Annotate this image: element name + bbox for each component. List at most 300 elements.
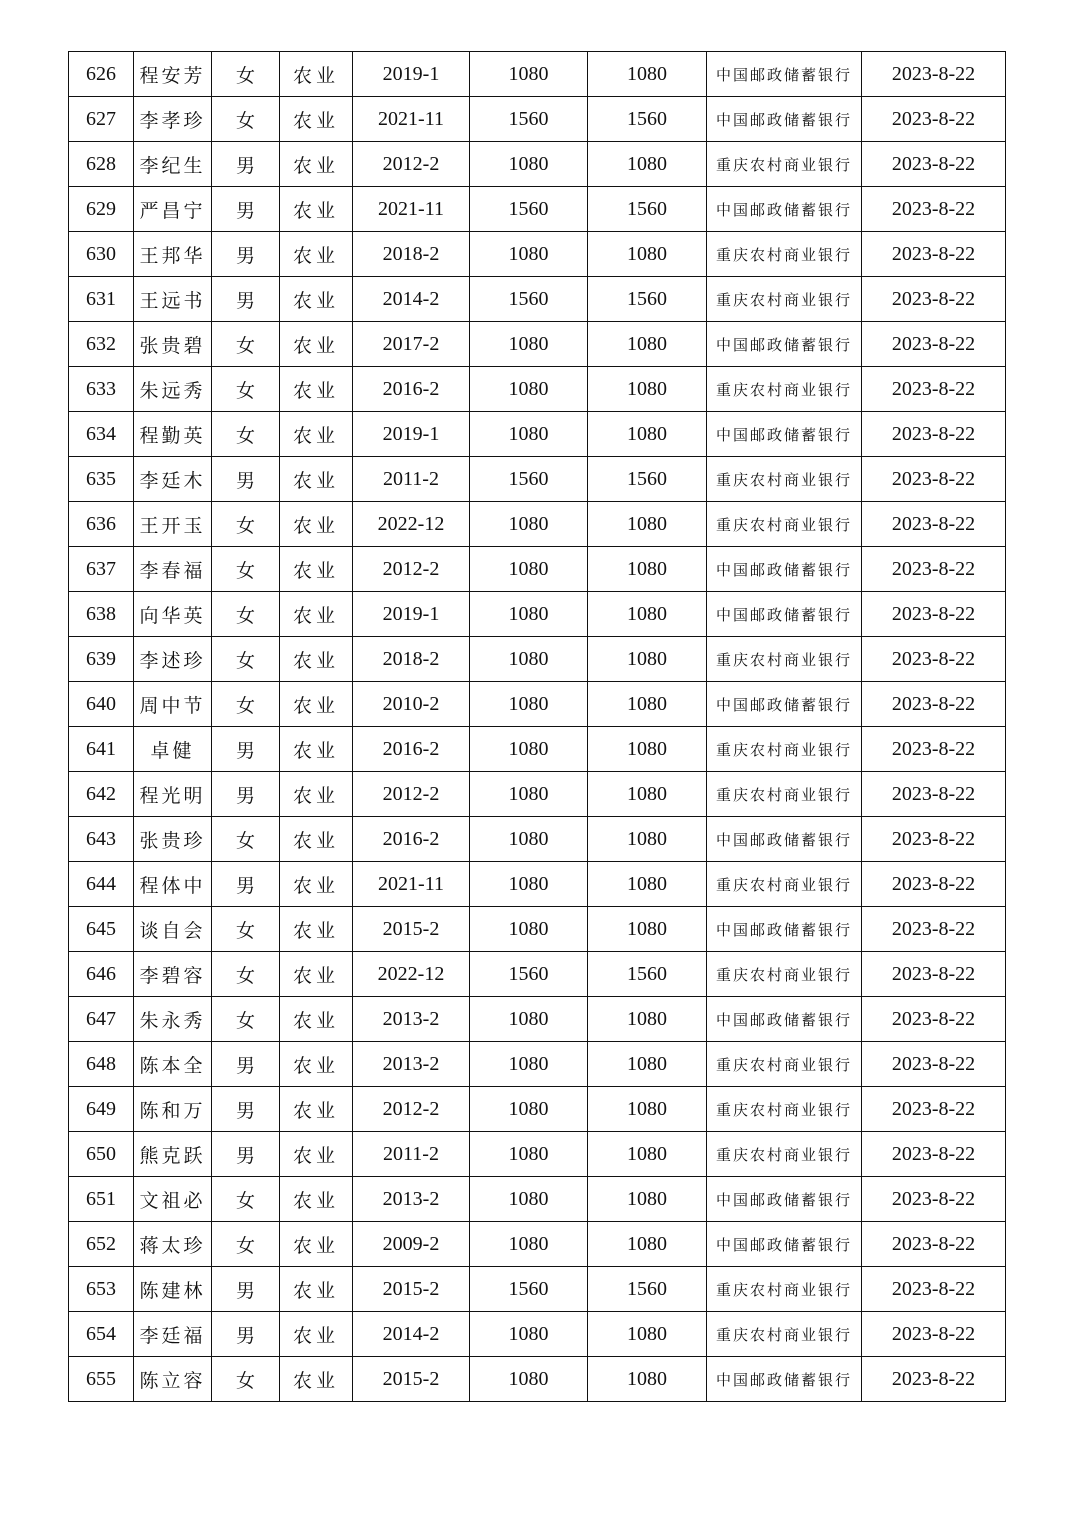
name-cell: 向华英 [134,592,212,637]
bank-cell: 重庆农村商业银行 [707,457,862,502]
amount-paid-cell: 1080 [588,862,707,907]
bank-cell: 重庆农村商业银行 [707,367,862,412]
name-cell: 陈立容 [134,1357,212,1402]
name-cell: 李孝珍 [134,97,212,142]
table-row [69,907,1006,952]
bank-cell: 重庆农村商业银行 [707,1042,862,1087]
issue-date-cell: 2023-8-22 [862,1177,1006,1222]
gender-cell: 女 [212,547,280,592]
gender-cell: 女 [212,322,280,367]
table-body [69,52,1006,1402]
row-number-cell: 651 [69,1177,134,1222]
table-row [69,412,1006,457]
bank-cell: 中国邮政储蓄银行 [707,682,862,727]
issue-date-cell: 2023-8-22 [862,592,1006,637]
issue-date-cell: 2023-8-22 [862,952,1006,997]
issue-date-cell: 2023-8-22 [862,142,1006,187]
occupation-cell: 农业 [280,547,353,592]
amount-cell: 1080 [470,412,588,457]
start-date-cell: 2016-2 [353,817,470,862]
row-number-cell: 635 [69,457,134,502]
row-number-cell: 646 [69,952,134,997]
amount-paid-cell: 1080 [588,907,707,952]
amount-paid-cell: 1560 [588,952,707,997]
issue-date-cell: 2023-8-22 [862,277,1006,322]
gender-cell: 男 [212,187,280,232]
start-date-cell: 2009-2 [353,1222,470,1267]
amount-cell: 1080 [470,907,588,952]
issue-date-cell: 2023-8-22 [862,547,1006,592]
issue-date-cell: 2023-8-22 [862,502,1006,547]
gender-cell: 女 [212,997,280,1042]
name-cell: 程安芳 [134,52,212,97]
amount-paid-cell: 1080 [588,322,707,367]
issue-date-cell: 2023-8-22 [862,817,1006,862]
amount-cell: 1080 [470,817,588,862]
amount-paid-cell: 1080 [588,1132,707,1177]
table-row [69,637,1006,682]
gender-cell: 女 [212,502,280,547]
start-date-cell: 2011-2 [353,1132,470,1177]
bank-cell: 中国邮政储蓄银行 [707,97,862,142]
gender-cell: 女 [212,367,280,412]
table-row [69,97,1006,142]
amount-paid-cell: 1080 [588,232,707,277]
table-row [69,1042,1006,1087]
start-date-cell: 2021-11 [353,862,470,907]
occupation-cell: 农业 [280,97,353,142]
occupation-cell: 农业 [280,187,353,232]
bank-cell: 重庆农村商业银行 [707,862,862,907]
gender-cell: 男 [212,232,280,277]
issue-date-cell: 2023-8-22 [862,1222,1006,1267]
gender-cell: 男 [212,1132,280,1177]
issue-date-cell: 2023-8-22 [862,52,1006,97]
amount-paid-cell: 1080 [588,592,707,637]
amount-cell: 1560 [470,1267,588,1312]
gender-cell: 女 [212,907,280,952]
row-number-cell: 628 [69,142,134,187]
start-date-cell: 2021-11 [353,187,470,232]
gender-cell: 男 [212,277,280,322]
table-row [69,277,1006,322]
start-date-cell: 2011-2 [353,457,470,502]
bank-cell: 重庆农村商业银行 [707,1267,862,1312]
issue-date-cell: 2023-8-22 [862,727,1006,772]
start-date-cell: 2016-2 [353,727,470,772]
start-date-cell: 2017-2 [353,322,470,367]
amount-cell: 1080 [470,1042,588,1087]
row-number-cell: 655 [69,1357,134,1402]
row-number-cell: 643 [69,817,134,862]
amount-cell: 1080 [470,232,588,277]
table-row [69,997,1006,1042]
table-row [69,862,1006,907]
name-cell: 熊克跃 [134,1132,212,1177]
occupation-cell: 农业 [280,592,353,637]
amount-paid-cell: 1080 [588,1087,707,1132]
amount-paid-cell: 1080 [588,142,707,187]
amount-paid-cell: 1080 [588,1357,707,1402]
row-number-cell: 652 [69,1222,134,1267]
issue-date-cell: 2023-8-22 [862,187,1006,232]
row-number-cell: 630 [69,232,134,277]
amount-cell: 1080 [470,682,588,727]
amount-cell: 1080 [470,637,588,682]
table-row [69,592,1006,637]
table-row [69,322,1006,367]
name-cell: 程体中 [134,862,212,907]
name-cell: 程光明 [134,772,212,817]
amount-cell: 1560 [470,952,588,997]
occupation-cell: 农业 [280,907,353,952]
start-date-cell: 2018-2 [353,232,470,277]
issue-date-cell: 2023-8-22 [862,1312,1006,1357]
occupation-cell: 农业 [280,232,353,277]
table-row [69,772,1006,817]
gender-cell: 男 [212,1267,280,1312]
amount-paid-cell: 1080 [588,997,707,1042]
amount-cell: 1560 [470,277,588,322]
amount-paid-cell: 1080 [588,1222,707,1267]
amount-cell: 1560 [470,97,588,142]
row-number-cell: 632 [69,322,134,367]
name-cell: 程勤英 [134,412,212,457]
amount-paid-cell: 1560 [588,277,707,322]
row-number-cell: 654 [69,1312,134,1357]
amount-cell: 1080 [470,862,588,907]
amount-cell: 1080 [470,1312,588,1357]
occupation-cell: 农业 [280,1222,353,1267]
start-date-cell: 2015-2 [353,1357,470,1402]
amount-paid-cell: 1080 [588,367,707,412]
issue-date-cell: 2023-8-22 [862,862,1006,907]
occupation-cell: 农业 [280,817,353,862]
bank-cell: 重庆农村商业银行 [707,952,862,997]
row-number-cell: 642 [69,772,134,817]
name-cell: 李纪生 [134,142,212,187]
issue-date-cell: 2023-8-22 [862,1357,1006,1402]
bank-cell: 中国邮政储蓄银行 [707,547,862,592]
bank-cell: 重庆农村商业银行 [707,637,862,682]
row-number-cell: 640 [69,682,134,727]
issue-date-cell: 2023-8-22 [862,682,1006,727]
amount-cell: 1080 [470,772,588,817]
amount-paid-cell: 1080 [588,502,707,547]
amount-cell: 1080 [470,502,588,547]
amount-cell: 1080 [470,547,588,592]
table-row [69,547,1006,592]
row-number-cell: 627 [69,97,134,142]
name-cell: 李廷木 [134,457,212,502]
amount-paid-cell: 1080 [588,727,707,772]
issue-date-cell: 2023-8-22 [862,1267,1006,1312]
name-cell: 李廷福 [134,1312,212,1357]
table-row [69,1222,1006,1267]
start-date-cell: 2016-2 [353,367,470,412]
amount-paid-cell: 1560 [588,457,707,502]
table-row [69,1312,1006,1357]
issue-date-cell: 2023-8-22 [862,97,1006,142]
start-date-cell: 2015-2 [353,1267,470,1312]
issue-date-cell: 2023-8-22 [862,1042,1006,1087]
issue-date-cell: 2023-8-22 [862,1132,1006,1177]
table-row [69,52,1006,97]
gender-cell: 女 [212,1357,280,1402]
start-date-cell: 2015-2 [353,907,470,952]
occupation-cell: 农业 [280,502,353,547]
occupation-cell: 农业 [280,727,353,772]
table-row [69,1087,1006,1132]
gender-cell: 男 [212,862,280,907]
issue-date-cell: 2023-8-22 [862,412,1006,457]
table-row [69,1132,1006,1177]
occupation-cell: 农业 [280,457,353,502]
name-cell: 李述珍 [134,637,212,682]
table-row [69,1267,1006,1312]
name-cell: 李碧容 [134,952,212,997]
amount-cell: 1560 [470,457,588,502]
row-number-cell: 649 [69,1087,134,1132]
occupation-cell: 农业 [280,1267,353,1312]
gender-cell: 女 [212,817,280,862]
name-cell: 严昌宁 [134,187,212,232]
start-date-cell: 2019-1 [353,412,470,457]
gender-cell: 男 [212,142,280,187]
occupation-cell: 农业 [280,772,353,817]
bank-cell: 重庆农村商业银行 [707,277,862,322]
occupation-cell: 农业 [280,1177,353,1222]
row-number-cell: 650 [69,1132,134,1177]
amount-paid-cell: 1080 [588,1177,707,1222]
occupation-cell: 农业 [280,142,353,187]
gender-cell: 女 [212,52,280,97]
name-cell: 陈和万 [134,1087,212,1132]
table-row [69,682,1006,727]
table-row [69,232,1006,277]
row-number-cell: 633 [69,367,134,412]
gender-cell: 女 [212,1177,280,1222]
row-number-cell: 637 [69,547,134,592]
issue-date-cell: 2023-8-22 [862,322,1006,367]
gender-cell: 女 [212,637,280,682]
amount-paid-cell: 1080 [588,547,707,592]
bank-cell: 重庆农村商业银行 [707,1312,862,1357]
amount-cell: 1080 [470,1177,588,1222]
start-date-cell: 2022-12 [353,502,470,547]
table-row [69,1177,1006,1222]
amount-cell: 1080 [470,592,588,637]
amount-cell: 1080 [470,1222,588,1267]
table-row [69,187,1006,232]
name-cell: 蒋太珍 [134,1222,212,1267]
start-date-cell: 2012-2 [353,547,470,592]
name-cell: 张贵珍 [134,817,212,862]
start-date-cell: 2018-2 [353,637,470,682]
row-number-cell: 645 [69,907,134,952]
row-number-cell: 634 [69,412,134,457]
amount-paid-cell: 1080 [588,637,707,682]
name-cell: 周中节 [134,682,212,727]
gender-cell: 男 [212,1312,280,1357]
bank-cell: 重庆农村商业银行 [707,142,862,187]
table-row [69,367,1006,412]
amount-paid-cell: 1080 [588,412,707,457]
name-cell: 陈本全 [134,1042,212,1087]
amount-paid-cell: 1080 [588,1042,707,1087]
occupation-cell: 农业 [280,952,353,997]
amount-cell: 1080 [470,367,588,412]
amount-cell: 1080 [470,1357,588,1402]
name-cell: 王开玉 [134,502,212,547]
name-cell: 陈建林 [134,1267,212,1312]
start-date-cell: 2013-2 [353,1042,470,1087]
amount-paid-cell: 1080 [588,682,707,727]
occupation-cell: 农业 [280,277,353,322]
issue-date-cell: 2023-8-22 [862,772,1006,817]
gender-cell: 女 [212,97,280,142]
table-row [69,502,1006,547]
row-number-cell: 626 [69,52,134,97]
gender-cell: 女 [212,682,280,727]
start-date-cell: 2022-12 [353,952,470,997]
row-number-cell: 653 [69,1267,134,1312]
start-date-cell: 2014-2 [353,277,470,322]
bank-cell: 中国邮政储蓄银行 [707,1222,862,1267]
name-cell: 谈自会 [134,907,212,952]
bank-cell: 重庆农村商业银行 [707,232,862,277]
issue-date-cell: 2023-8-22 [862,232,1006,277]
bank-cell: 重庆农村商业银行 [707,727,862,772]
gender-cell: 女 [212,412,280,457]
amount-cell: 1080 [470,142,588,187]
amount-paid-cell: 1560 [588,1267,707,1312]
bank-cell: 中国邮政储蓄银行 [707,322,862,367]
bank-cell: 中国邮政储蓄银行 [707,907,862,952]
row-number-cell: 639 [69,637,134,682]
row-number-cell: 641 [69,727,134,772]
table-row [69,142,1006,187]
row-number-cell: 636 [69,502,134,547]
gender-cell: 男 [212,457,280,502]
occupation-cell: 农业 [280,1357,353,1402]
occupation-cell: 农业 [280,682,353,727]
name-cell: 李春福 [134,547,212,592]
start-date-cell: 2013-2 [353,997,470,1042]
name-cell: 王邦华 [134,232,212,277]
amount-paid-cell: 1560 [588,97,707,142]
amount-paid-cell: 1080 [588,772,707,817]
table-row [69,1357,1006,1402]
amount-paid-cell: 1560 [588,187,707,232]
row-number-cell: 638 [69,592,134,637]
gender-cell: 男 [212,1042,280,1087]
occupation-cell: 农业 [280,997,353,1042]
gender-cell: 女 [212,952,280,997]
occupation-cell: 农业 [280,412,353,457]
issue-date-cell: 2023-8-22 [862,637,1006,682]
name-cell: 朱永秀 [134,997,212,1042]
start-date-cell: 2014-2 [353,1312,470,1357]
table-row [69,457,1006,502]
occupation-cell: 农业 [280,637,353,682]
issue-date-cell: 2023-8-22 [862,367,1006,412]
amount-cell: 1080 [470,1132,588,1177]
name-cell: 王远书 [134,277,212,322]
bank-cell: 重庆农村商业银行 [707,1132,862,1177]
bank-cell: 中国邮政储蓄银行 [707,817,862,862]
table-row [69,817,1006,862]
start-date-cell: 2019-1 [353,52,470,97]
table-row [69,952,1006,997]
start-date-cell: 2021-11 [353,97,470,142]
bank-cell: 中国邮政储蓄银行 [707,187,862,232]
issue-date-cell: 2023-8-22 [862,457,1006,502]
bank-cell: 中国邮政储蓄银行 [707,1177,862,1222]
name-cell: 文祖必 [134,1177,212,1222]
amount-paid-cell: 1080 [588,817,707,862]
amount-paid-cell: 1080 [588,52,707,97]
amount-cell: 1080 [470,52,588,97]
occupation-cell: 农业 [280,1312,353,1357]
bank-cell: 重庆农村商业银行 [707,502,862,547]
gender-cell: 女 [212,592,280,637]
start-date-cell: 2012-2 [353,772,470,817]
bank-cell: 中国邮政储蓄银行 [707,997,862,1042]
bank-cell: 重庆农村商业银行 [707,1087,862,1132]
bank-cell: 中国邮政储蓄银行 [707,1357,862,1402]
gender-cell: 男 [212,772,280,817]
amount-cell: 1080 [470,1087,588,1132]
gender-cell: 男 [212,1087,280,1132]
bank-cell: 中国邮政储蓄银行 [707,592,862,637]
start-date-cell: 2010-2 [353,682,470,727]
occupation-cell: 农业 [280,52,353,97]
start-date-cell: 2019-1 [353,592,470,637]
amount-cell: 1080 [470,727,588,772]
row-number-cell: 629 [69,187,134,232]
row-number-cell: 644 [69,862,134,907]
occupation-cell: 农业 [280,862,353,907]
row-number-cell: 648 [69,1042,134,1087]
occupation-cell: 农业 [280,1132,353,1177]
table-row [69,727,1006,772]
amount-cell: 1080 [470,322,588,367]
issue-date-cell: 2023-8-22 [862,997,1006,1042]
start-date-cell: 2013-2 [353,1177,470,1222]
occupation-cell: 农业 [280,1042,353,1087]
occupation-cell: 农业 [280,367,353,412]
row-number-cell: 631 [69,277,134,322]
name-cell: 张贵碧 [134,322,212,367]
records-table [68,51,1006,1402]
bank-cell: 中国邮政储蓄银行 [707,52,862,97]
issue-date-cell: 2023-8-22 [862,907,1006,952]
name-cell: 卓健 [134,727,212,772]
occupation-cell: 农业 [280,322,353,367]
gender-cell: 女 [212,1222,280,1267]
start-date-cell: 2012-2 [353,1087,470,1132]
bank-cell: 中国邮政储蓄银行 [707,412,862,457]
row-number-cell: 647 [69,997,134,1042]
occupation-cell: 农业 [280,1087,353,1132]
start-date-cell: 2012-2 [353,142,470,187]
name-cell: 朱远秀 [134,367,212,412]
amount-cell: 1560 [470,187,588,232]
bank-cell: 重庆农村商业银行 [707,772,862,817]
gender-cell: 男 [212,727,280,772]
amount-cell: 1080 [470,997,588,1042]
